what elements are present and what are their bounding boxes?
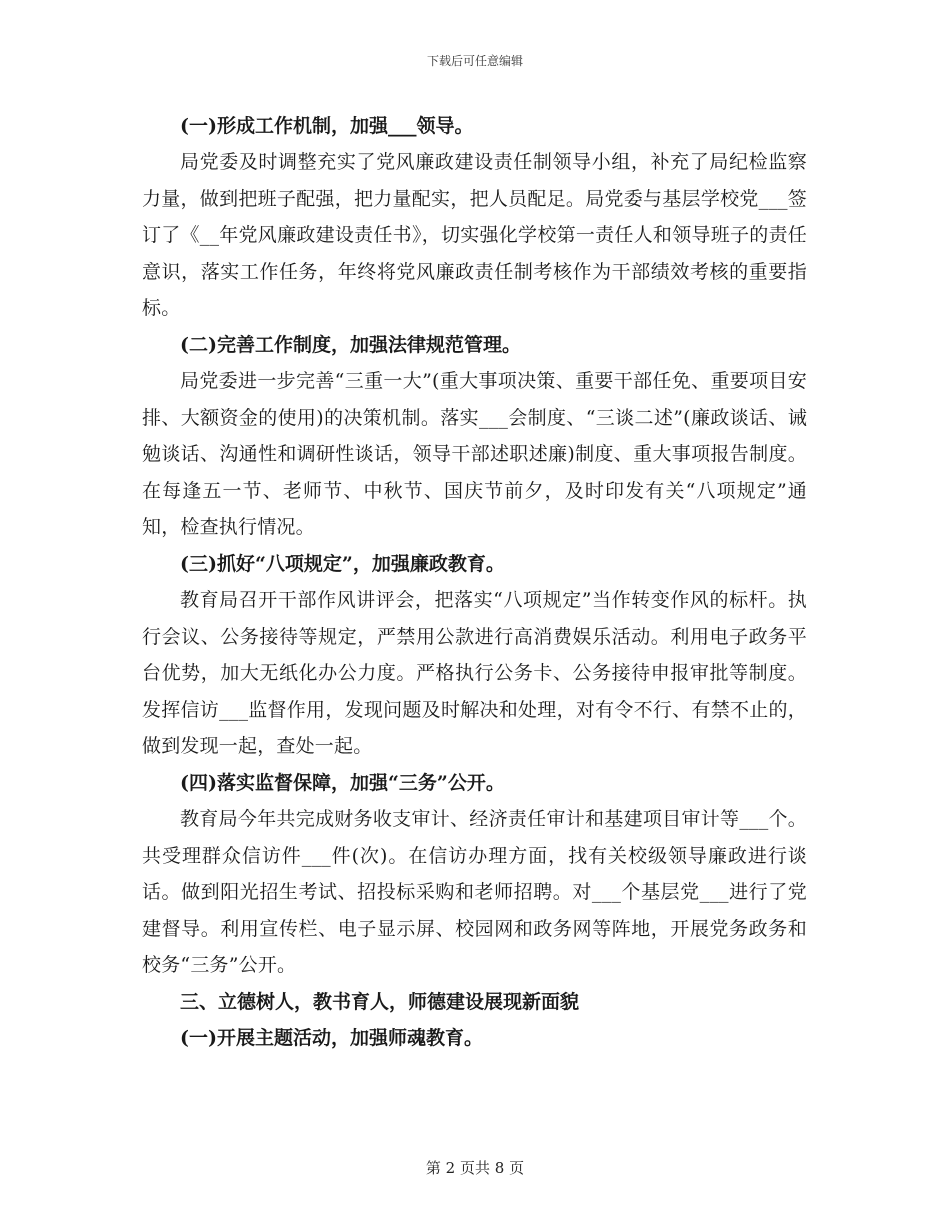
- page-header: 下载后可任意编辑: [426, 54, 523, 68]
- section-paragraph-2: 局党委进一步完善“三重一大”(重大事项决策、重要干部任免、重要项目安排、大额资金的使用)的决策机制。落实___会制度、“三谈二述”(廉政谈话、诫勉谈话、沟通性和调研性谈话，领导干部述职述廉)制度、重大事项报告制度。在每逢五一节、老师节、中秋节、国庆节前夕，及时印发有关“八项规定”通知，检查执行情况。: [142, 369, 807, 539]
- chapter-heading-3: 三、立德树人，教书育人，师德建设展现新面貌: [180, 990, 580, 1013]
- section-heading-4: (四)落实监督保障，加强“三务”公开。: [180, 771, 505, 794]
- section-paragraph-3: 教育局召开干部作风讲评会，把落实“八项规定”当作转变作风的标杆。执行会议、公务接待等规定，严禁用公款进行高消费娱乐活动。利用电子政务平台优势，加大无纸化办公力度。严格执行公务卡、公务接待申报审批等制度。发挥信访___监督作用，发现问题及时解决和处理，对有令不行、有禁不止的，做到发现一起，查处一起。: [142, 588, 807, 758]
- section-paragraph-1: 局党委及时调整充实了党风廉政建设责任制领导小组，补充了局纪检监察力量，做到把班子配强，把力量配实，把人员配足。局党委与基层学校党___签订了《__年党风廉政建设责任书》，切实强化学校第一责任人和领导班子的责任意识，落实工作任务，年终将党风廉政责任制考核作为干部绩效考核的重要指标。: [142, 151, 807, 320]
- section-heading-1: (一)形成工作机制，加强___领导。: [180, 115, 474, 137]
- section-heading-3: (三)抓好“八项规定”，加强廉政教育。: [180, 552, 505, 575]
- document-body: [142, 108, 807, 1056]
- page-footer: 第 2 页共 8 页: [425, 1159, 525, 1177]
- section-paragraph-4: 教育局今年共完成财务收支审计、经济责任审计和基建项目审计等___个。共受理群众信访件___件(次)。在信访办理方面，找有关校级领导廉政进行谈话。做到阳光招生考试、招投标采购和老师招聘。对___个基层党___进行了党建督导。利用宣传栏、电子显示屏、校园网和政务网等阵地，开展党务政务和校务“三务”公开。: [142, 807, 807, 977]
- section-heading-3-1: (一)开展主题活动，加强师魂教育。: [180, 1026, 483, 1049]
- section-heading-2: (二)完善工作制度，加强法律规范管理。: [180, 333, 521, 356]
